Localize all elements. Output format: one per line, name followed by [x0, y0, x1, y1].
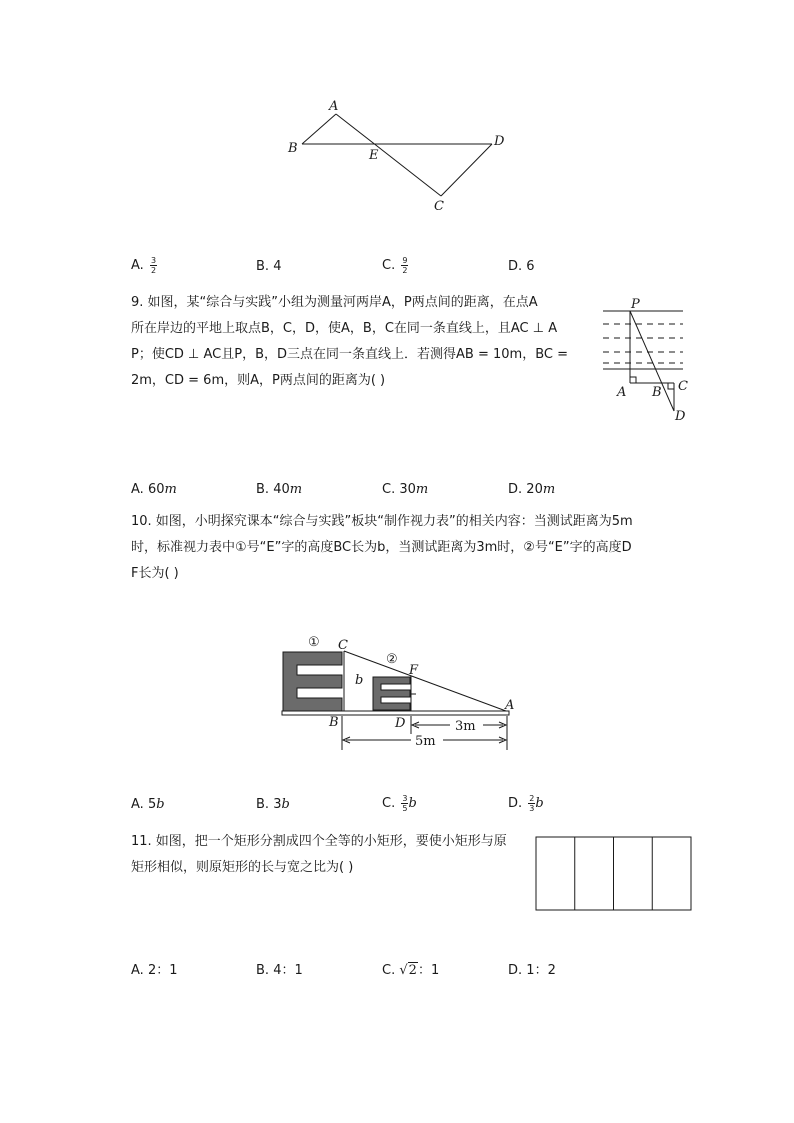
q11-line-2: 矩形相似，则原矩形的长与宽之比为( ) [131, 860, 354, 875]
q10-line-1: 10. 如图，小明探究课本“综合与实践”板块“制作视力表”的相关内容：当测试距离为5m [131, 514, 633, 529]
option-letter: B. [256, 797, 270, 812]
option-letter: B. [256, 482, 270, 497]
q9-option-d[interactable] [508, 482, 555, 497]
option-value: 3 [273, 797, 282, 812]
option-unit: m [289, 482, 303, 497]
option-letter: C. [382, 482, 396, 497]
q10-label-f: F [409, 663, 419, 678]
q10-figure [275, 628, 525, 753]
q10-option-b[interactable] [256, 797, 290, 812]
q9-option-c[interactable] [382, 482, 428, 497]
numerator: 9 [402, 256, 408, 265]
q9-line-3: P；使CD ⊥ AC且P，B，D三点在同一条直线上．若测得AB = 10m，BC = [131, 347, 568, 362]
option-value: 4 [273, 259, 282, 274]
denominator: 3 [529, 804, 535, 813]
q11-line-1: 11. 如图，把一个矩形分割成四个全等的小矩形，要使小矩形与原 [131, 834, 507, 849]
q11-figure [533, 834, 695, 914]
option-letter: D. [508, 259, 523, 274]
q8-label-e: E [369, 148, 379, 163]
option-value: 6 [526, 259, 535, 274]
option-value: 30 [399, 482, 416, 497]
denominator: 2 [402, 266, 408, 275]
option-letter: C. [382, 258, 396, 273]
q9-line-4: 2m，CD = 6m，则A，P两点间的距离为( ) [131, 373, 386, 388]
q8-figure [280, 95, 520, 215]
fraction [401, 256, 408, 275]
q10-circle-2: ② [386, 652, 398, 667]
numerator: 3 [402, 794, 408, 803]
q9-label-b: B [652, 385, 662, 400]
option-letter: B. [256, 963, 270, 978]
q9-text [131, 290, 568, 394]
option-letter: D. [508, 963, 523, 978]
sqrt-symbol: √2 [399, 963, 417, 978]
option-unit: m [164, 482, 177, 497]
q9-label-a: A [617, 385, 627, 400]
q10-label-c: C [338, 638, 348, 653]
q11-option-b[interactable] [256, 959, 303, 978]
q11-option-d[interactable] [508, 959, 556, 978]
q9-option-a[interactable] [131, 482, 177, 497]
option-unit: m [542, 482, 556, 497]
q9-figure [595, 295, 695, 425]
q8-label-b: B [288, 141, 298, 156]
q8-label-a: A [329, 99, 339, 114]
option-var: b [408, 796, 417, 811]
q10-label-a: A [505, 698, 515, 713]
option-letter: A. [131, 482, 144, 497]
option-letter: A. [131, 963, 144, 978]
q10-option-c[interactable] [382, 794, 417, 813]
q10-circle-1: ① [308, 635, 320, 650]
fraction [150, 256, 157, 275]
q8-label-d: D [494, 134, 505, 149]
option-value: 1：2 [526, 963, 556, 978]
q10-line-3: F长为( ) [131, 566, 179, 581]
option-value: 40 [273, 482, 290, 497]
option-letter: D. [508, 482, 523, 497]
q9-line-2: 所在岸边的平地上取点B，C，D，使A，B，C在同一条直线上，且AC ⊥ A [131, 321, 558, 336]
numerator: 3 [150, 256, 157, 265]
q10-label-b-height: b [355, 673, 364, 688]
option-letter: C. [382, 963, 396, 978]
big-e-letter [283, 652, 342, 711]
q8-option-d[interactable] [508, 259, 535, 274]
option-letter: B. [256, 259, 270, 274]
q10-option-d[interactable] [508, 794, 544, 813]
q8-option-a[interactable] [131, 256, 157, 275]
option-value: 5 [147, 797, 157, 812]
q11-option-c[interactable] [382, 959, 439, 978]
option-var: b [156, 797, 165, 812]
option-unit: m [415, 482, 429, 497]
q10-label-d: D [395, 716, 406, 731]
option-value: 20 [526, 482, 543, 497]
q11-text [131, 829, 507, 881]
q11-option-a[interactable] [131, 959, 177, 978]
numerator: 2 [529, 794, 535, 803]
option-value: ：1 [417, 963, 440, 978]
q9-line-1: 9. 如图，某“综合与实践”小组为测量河两岸A，P两点间的距离，在点A [131, 295, 538, 310]
q9-label-d: D [675, 409, 686, 424]
q10-line-2: 时，标准视力表中①号“E”字的高度BC长为b，当测试距离为3m时，②号“E”字的高度D [131, 540, 632, 555]
denominator: 5 [402, 804, 408, 813]
option-letter: A. [131, 258, 144, 273]
q10-option-a[interactable] [131, 797, 165, 812]
option-letter: C. [382, 796, 396, 811]
option-var: b [281, 797, 290, 812]
q8-label-c: C [434, 199, 444, 214]
option-value: 2：1 [147, 963, 178, 978]
option-value: 4：1 [273, 963, 303, 978]
radicand: 2 [408, 963, 417, 978]
q10-label-b: B [329, 715, 339, 730]
option-letter: A. [131, 797, 144, 812]
q9-label-p: P [631, 297, 640, 312]
q10-dim-5m: 5m [415, 734, 436, 749]
q9-label-c: C [678, 379, 688, 394]
q9-option-b[interactable] [256, 482, 302, 497]
q8-option-b[interactable] [256, 259, 281, 274]
denominator: 2 [150, 266, 157, 275]
option-var: b [535, 796, 544, 811]
option-value: 60 [147, 482, 165, 497]
option-letter: D. [508, 796, 523, 811]
small-e-letter [373, 677, 410, 710]
q8-option-c[interactable] [382, 256, 408, 275]
q10-dim-3m: 3m [455, 719, 476, 734]
q10-text [131, 509, 633, 587]
